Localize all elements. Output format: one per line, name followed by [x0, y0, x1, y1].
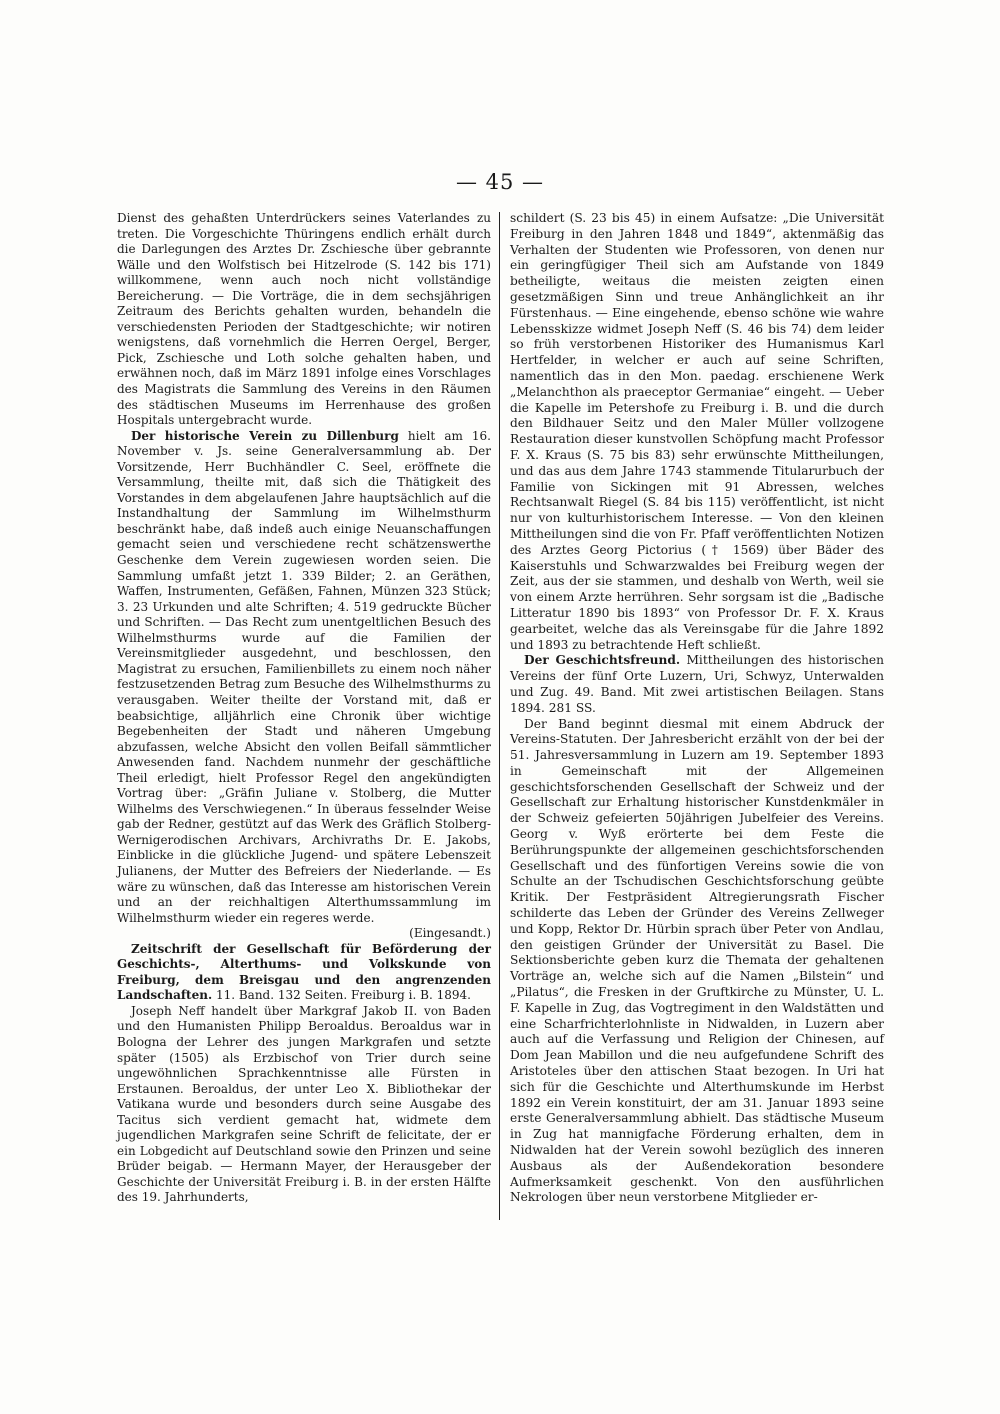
- dillenburg-text: hielt am 16. November v. Js. seine Generalversammlung ab. Der Vorsitzende, Herr Buchhändler C. Seel, eröffnete die Versammlung, theilte mit, daß sich die Thätigkeit des Vorstandes in dem abgelaufenen Jahre hauptsächlich auf die Instandhaltung der Sammlung im Wilhelmsthurm beschränkt habe, daß indeß auch einige Neuanschaffungen gemacht seien und verschiedene recht schätzenswerthe Geschenke dem Verein zugewiesen worden seien. Die Sammlung umfaßt jetzt 1. 339 Bilder; 2. an Geräthen, Waffen, Instrumenten, Gefäßen, Fahnen, Münzen 323 Stück; 3. 23 Urkunden und alte Schriften; 4. 519 gedruckte Bücher und Schriften. — Das Recht zum unentgeltlichen Besuch des Wilhelmsthurms wurde auf die Familien der Vereinsmitglieder ausgedehnt, und beschlossen, den Magistrat zu ersuchen, Familienbillets zu einem noch näher festzusetzenden Betrag zum Besuche des Wilhelmsthurms zu verausgaben. Weiter theilte der Vorstand mit, daß er beabsichtige, alljährlich eine Chronik über wichtige Begebenheiten der Stadt und näheren Umgebung abzufassen, welche Absicht den vollen Beifall sämmtlicher Anwesenden fand. Nachdem nunmehr der geschäftliche Theil erledigt, hielt Professor Regel den angekündigten Vortrag über: „Gräfin Juliane v. Stolberg, die Mutter Wilhelms des Verschwiegenen.“ In überaus fesselnder Weise gab der Redner, gestützt auf das Werk des Gräflich Stolberg-Wernigerodischen Archivars, Archivraths Dr. E. Jakobs, Einblicke in die glückliche Jugend- und spätere Lebenszeit Julianens, der Mutter des Befreiers der Niederlande. — Es wäre zu wünschen, daß das Interesse am historischen Verein und an der reichhaltigen Alterthumssammlung im Wilhelmsthurm wieder ein regeres werde.: [117, 428, 491, 925]
- geschichtsfreund-heading: Der Geschichtsfreund.: [524, 653, 681, 668]
- zeitschrift-heading: Zeitschrift der Gesellschaft für Beförderung der Geschichts-, Alterthums- und Volkskunde von Freiburg, dem Breisgau und den angrenzenden Landschaften.: [117, 941, 491, 1003]
- left-paragraph-2: [117, 429, 491, 927]
- right-paragraph-1: schildert (S. 23 bis 45) in einem Aufsatze: „Die Universität Freiburg in den Jahren 1848 und 1849“, aktenmäßig das Verhalten der Studenten wie Professoren, von denen nur ein geringfügiger Theil sich am Aufstande von 1849 betheiligte, weitaus die meisten zeigten einen gesetzmäßigen Sinn und treue Anhänglichkeit an ihr Fürstenhaus. — Eine eingehende, ebenso schöne wie wahre Lebensskizze widmet Joseph Neff (S. 46 bis 74) dem leider so früh verstorbenen Historiker des Humanismus Karl Hertfelder, in welcher er auch auf seine Schriften, namentlich das in den Mon. paedag. erschienene Werk „Melanchthon als praeceptor Germaniae“ eingeht. — Ueber die Kapelle im Petershofe zu Freiburg i. B. und die durch den Bildhauer Seitz und den Maler Müller vollzogene Restauration dieser kunstvollen Schöpfung macht Professor F. X. Kraus (S. 75 bis 83) sehr erwünschte Mittheilungen, und das aus dem Jahre 1743 stammende Titularurbuch der Familie von Sickingen mit 91 Abressen, welches Rechtsanwalt Riegel (S. 84 bis 115) veröffentlicht, ist nicht nur von kulturhistorischem Interesse. — Von den kleinen Mittheilungen sind die von Fr. Pfaff veröffentlichten Notizen des Arztes Georg Pictorius († 1569) über Bäder des Kaiserstuhls und Schwarzwaldes bei Freiburg wegen der Zeit, aus der sie stammen, und deshalb von Werth, weil sie von einem Arzte herrühren. Sehr sorgsam ist die „Badische Litteratur 1890 bis 1893“ von Professor Dr. F. X. Kraus gearbeitet, welche das als Vereinsgabe für die Jahre 1892 und 1893 zu betrachtende Heft schließt.: [510, 211, 884, 652]
- geschichtsfreund-citation: Mittheilungen des historischen Vereins der fünf Orte Luzern, Uri, Schwyz, Unterwalden und Zug. 49. Band. Mit zwei artistischen Beilagen. Stans 1894. 281 SS.: [510, 653, 884, 715]
- column-divider: [499, 212, 500, 1220]
- eingesandt-signature: (Eingesandt.): [409, 926, 491, 941]
- left-column: [117, 211, 491, 1221]
- right-paragraph-2: [510, 653, 884, 716]
- page-number: — 45 —: [455, 170, 545, 194]
- left-paragraph-3: [117, 942, 491, 1004]
- left-paragraph-4: Joseph Neff handelt über Markgraf Jakob II. von Baden und den Humanisten Philipp Beroaldus. Beroaldus war in Bologna der Lehrer des jungen Markgrafen und setzte später (1505) als Erzbischof von Trier durch seine ungewöhnlichen Sprachkenntnisse alle Fürsten in Erstaunen. Beroaldus, der unter Leo X. Bibliothekar der Vatikana wurde und besonders durch seine Ausgabe des Tacitus sich verdient gemacht hat, widmete dem jugendlichen Markgrafen seine Schrift de felicitate, der er ein Lobgedicht auf Deutschland sowie den Prinzen und seine Brüder beigab. — Hermann Mayer, der Herausgeber der Geschichte der Universität Freiburg i. B. in der ersten Hälfte des 19. Jahrhunderts,: [117, 1003, 491, 1205]
- right-paragraph-3: Der Band beginnt diesmal mit einem Abdruck der Vereins-Statuten. Der Jahresbericht erzählt von der bei der 51. Jahresversammlung in Luzern am 19. September 1893 in Gemeinschaft mit der Allgemeinen geschichtsforschenden Gesellschaft der Schweiz und der Gesellschaft zur Erhaltung historischer Kunstdenkmäler in der Schweiz gefeierten 50jährigen Jubelfeier des Vereins. Georg v. Wyß erörterte bei dem Feste die Berührungspunkte der allgemeinen geschichtsforschenden Gesellschaft und des fünfortigen Vereins sowie die von Schulte an der Tschudischen Geschichtsforschung geübte Kritik. Der Festpräsident Altregierungsrath Fischer schilderte das Leben der Gründer des Vereins Zellweger und Kopp, Rektor Dr. Hürbin sprach über Peter von Andlau, den geistigen Gründer der Universität zu Basel. Die Sektionsberichte geben kurz die Themata der gehaltenen Vorträge an, welche sich auf die Namen „Bilstein“ und „Pilatus“, die Fresken in der Gruftkirche zu Münster, U. L. F. Kapelle in Zug, das Vogtregiment in den Waldstätten und eine Scharfrichterlohnliste in Nidwalden, in Luzern aber auch auf die Verfassung und Religion der Chinesen, auf Dom Jean Mabillon und die neu aufgefundene Schrift des Aristoteles über den attischen Staat bezogen. In Uri hat sich für die Geschichte und Alterthumskunde im Herbst 1892 ein Verein konstituirt, der am 31. Januar 1893 seine erste Generalversammlung abhielt. Das städtische Museum in Zug hat mannigfache Förderung erhalten, dem in Nidwalden hat der Verein sowohl bezüglich des inneren Ausbaus als der Außendekoration besondere Aufmerksamkeit geschenkt. Von den ausführlichen Nekrologen über neun verstorbene Mitglieder er-: [510, 716, 884, 1205]
- zeitschrift-citation: 11. Band. 132 Seiten. Freiburg i. B. 1894.: [212, 988, 471, 1003]
- right-column: [510, 211, 884, 1221]
- left-paragraph-1: Dienst des gehaßten Unterdrückers seines Vaterlandes zu treten. Die Vorgeschichte Thüringens endlich erhält durch die Darlegungen des Arztes Dr. Zschiesche über gebrannte Wälle und den Wolfstisch bei Hitzelrode (S. 142 bis 171) willkommene, wenn auch noch nicht vollständige Bereicherung. — Die Vorträge, die in dem sechsjährigen Zeitraum des Berichts gehalten wurden, behandeln die verschiedensten Perioden der Stadtgeschichte; wir notiren wenigstens, daß vornehmlich die Herren Oergel, Berger, Pick, Zschiesche und Loth solche gehalten haben, und erwähnen noch, daß im März 1891 infolge eines Vorschlages des Magistrats die Sammlung des Vereins in den Räumen des städtischen Museums im Herrenhause des großen Hospitals untergebracht wurde.: [117, 211, 491, 428]
- dillenburg-heading: Der historische Verein zu Dillenburg: [131, 428, 399, 443]
